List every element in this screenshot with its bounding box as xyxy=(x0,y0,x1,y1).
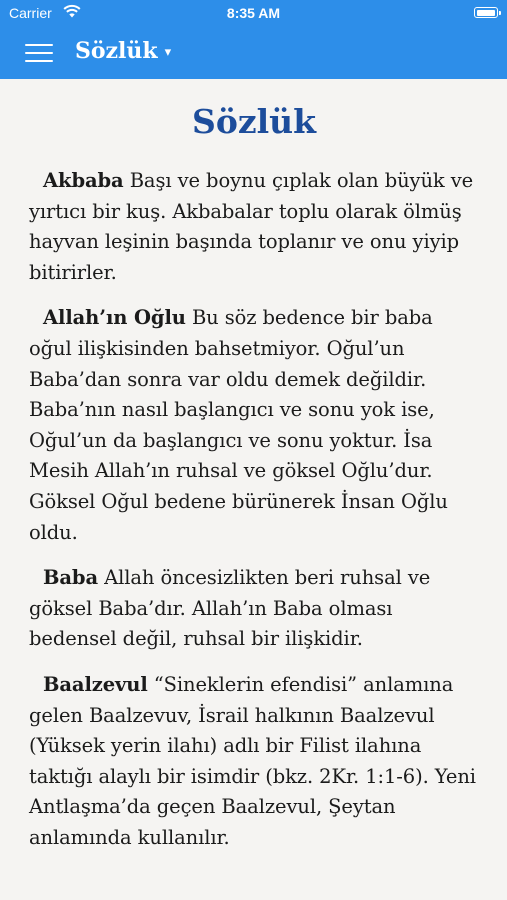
glossary-entry xyxy=(29,670,479,854)
clock: 8:35 AM xyxy=(226,5,281,21)
book-selector-dropdown[interactable] xyxy=(75,38,171,64)
hamburger-menu-icon[interactable] xyxy=(25,42,53,64)
glossary-definition: Bu söz bedence bir baba oğul ilişkisinden bahsetmiyor. Oğul’un Baba’dan sonra var oldu demek değildir. Baba’nın nasıl başlangıcı ve sonu yok ise, Oğul’un da başlangıcı ve sonu yoktur. İsa Mesih Allah’ın ruhsal ve göksel Oğlu’dur. Göksel Oğul bedene bürünerek İnsan Oğlu oldu. xyxy=(29,306,448,544)
glossary-term: Baba xyxy=(43,566,98,590)
nav-bar xyxy=(0,28,507,79)
glossary-entry xyxy=(29,166,479,288)
page-title: Sözlük xyxy=(192,102,316,141)
nav-title-label: Sözlük xyxy=(75,38,158,64)
glossary-definition: Allah öncesizlikten beri ruhsal ve göksel Baba’dır. Allah’ın Baba olması bedensel değil, ruhsal bir ilişkidir. xyxy=(29,566,431,651)
glossary-definition: “Sineklerin efendisi” anlamına gelen Baalzevuv, İsrail halkının Baalzevul (Yüksek yerin ilahı) adlı bir Filist ilahına taktığı alaylı bir isimdir (bkz. 2Kr. 1:1-6). Yeni Antlaşma’da geçen Baalzevul, Şeytan anlamında kullanılır. xyxy=(29,672,476,849)
battery-level xyxy=(477,10,495,16)
glossary-content xyxy=(29,100,479,868)
battery-icon xyxy=(474,7,498,18)
status-bar xyxy=(0,0,507,28)
glossary-entry xyxy=(29,303,479,548)
caret-down-icon: ▾ xyxy=(164,45,172,60)
glossary-term: Allah’ın Oğlu xyxy=(43,306,186,330)
glossary-term: Baalzevul xyxy=(43,672,148,696)
carrier-label: Carrier xyxy=(9,5,52,21)
glossary-entry xyxy=(29,563,479,655)
glossary-definition: Başı ve boynu çıplak olan büyük ve yırtıcı bir kuş. Akbabalar toplu olarak ölmüş hayvan leşinin başında toplanır ve onu yiyip bitirirler. xyxy=(29,169,474,284)
glossary-term: Akbaba xyxy=(43,169,124,192)
